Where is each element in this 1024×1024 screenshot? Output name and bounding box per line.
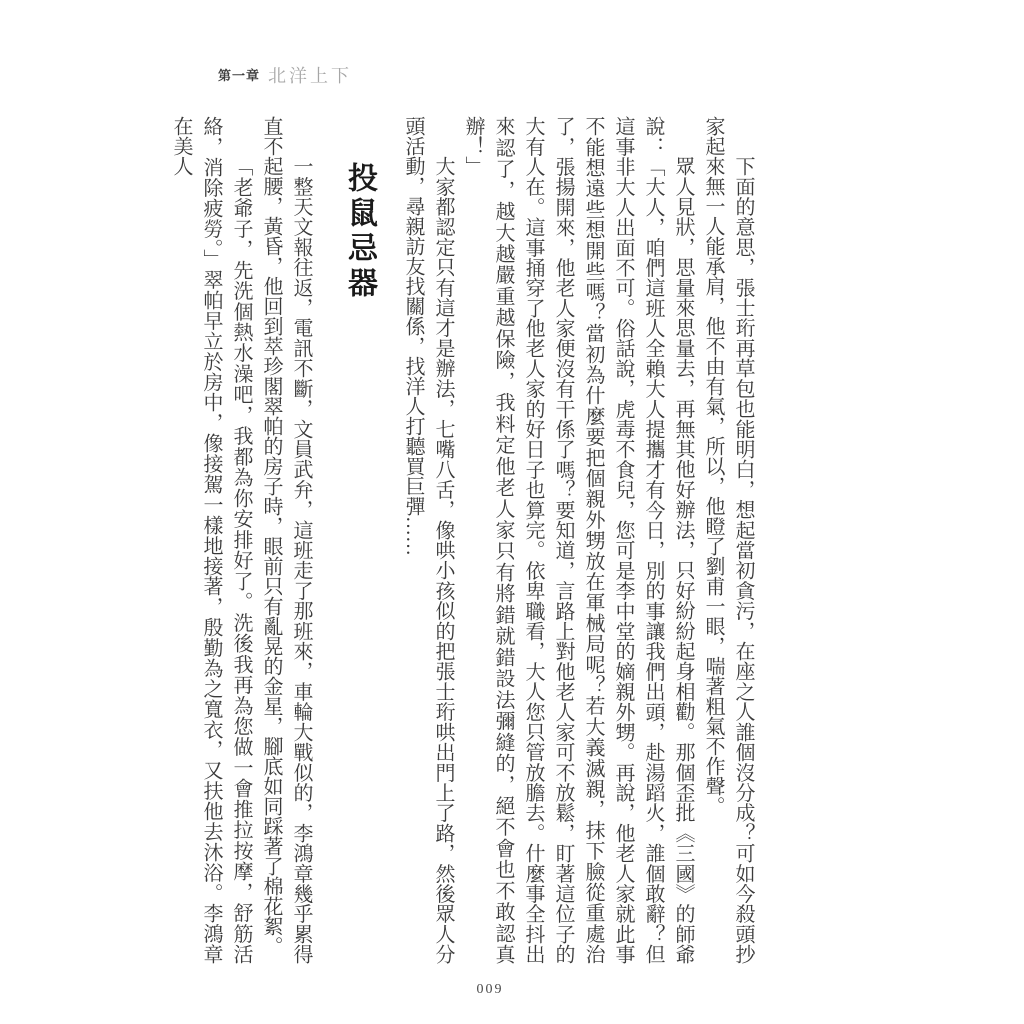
paragraph: 「老爺子，先洗個熱水澡吧，我都為你安排好了。洗後我再為您做一會推拉按摩，舒筋活絡，消除疲勞。」翠帕早立於房中，像接駕一樣地接著，殷勤為之寬衣，又扶他去沐浴。李鴻章在美人 — [170, 116, 252, 964]
paragraph: 眾人見狀，思量來思量去，再無其他好辦法，只好紛紛起身相勸。那個歪批《三國》的師爺說：「大人，咱們這班人全賴大人提攜才有今日，別的事讓我們出頭，赴湯蹈火，誰個敢辭？但這事非大人出面不可。俗話說，虎毒不食兒，您可是李中堂的嫡親外甥。再說，他老人家就此事不能想遠些想開些嗎？當初為什麼要把個親外甥放在軍械局呢？若大義滅親，抹下臉從重處治了，張揚開來，他老人家便沒有干係了嗎？要知道，言路上對他老人家可不放鬆，盯著這位子的大有人在。這事捅穿了他老人家的好日子也算完。依卑職看，大人您只管放膽去。什麼事全抖出來認了，越大越嚴重越保險，我料定他老人家只有將錯就錯設法彌縫的，絕不會也不敢認真辦！」 — [462, 116, 694, 964]
paragraph: 一整天文報往返，電訊不斷，文員武弁，這班走了那班來，車輪大戰似的，李鴻章幾乎累得直不起腰，黃昏，他回到萃珍閣翠帕的房子時，眼前只有亂晃的金星，腳底如同踩著了棉花絮。 — [260, 116, 312, 964]
chapter-title: 北洋上下 — [268, 66, 353, 86]
paragraph: 大家都認定只有這才是辦法，七嘴八舌，像哄小孩似的把張士珩哄出門上了路，然後眾人分頭活動，尋親訪友找關係，找洋人打聽買巨彈…… — [402, 116, 454, 964]
chapter-number-label: 第一章 — [218, 68, 261, 83]
paragraph: 下面的意思，張士珩再草包也能明白，想起當初貪污，在座之人誰個沒分成？可如今殺頭抄家起來無一人能承肩，他不由有氣，所以，他瞪了劉甫一眼，喘著粗氣不作聲。 — [702, 116, 754, 964]
section-heading: 投鼠忌器 — [343, 162, 376, 302]
chapter-header — [218, 62, 352, 88]
page-number: 009 — [476, 982, 504, 997]
body-text-block — [166, 116, 758, 964]
